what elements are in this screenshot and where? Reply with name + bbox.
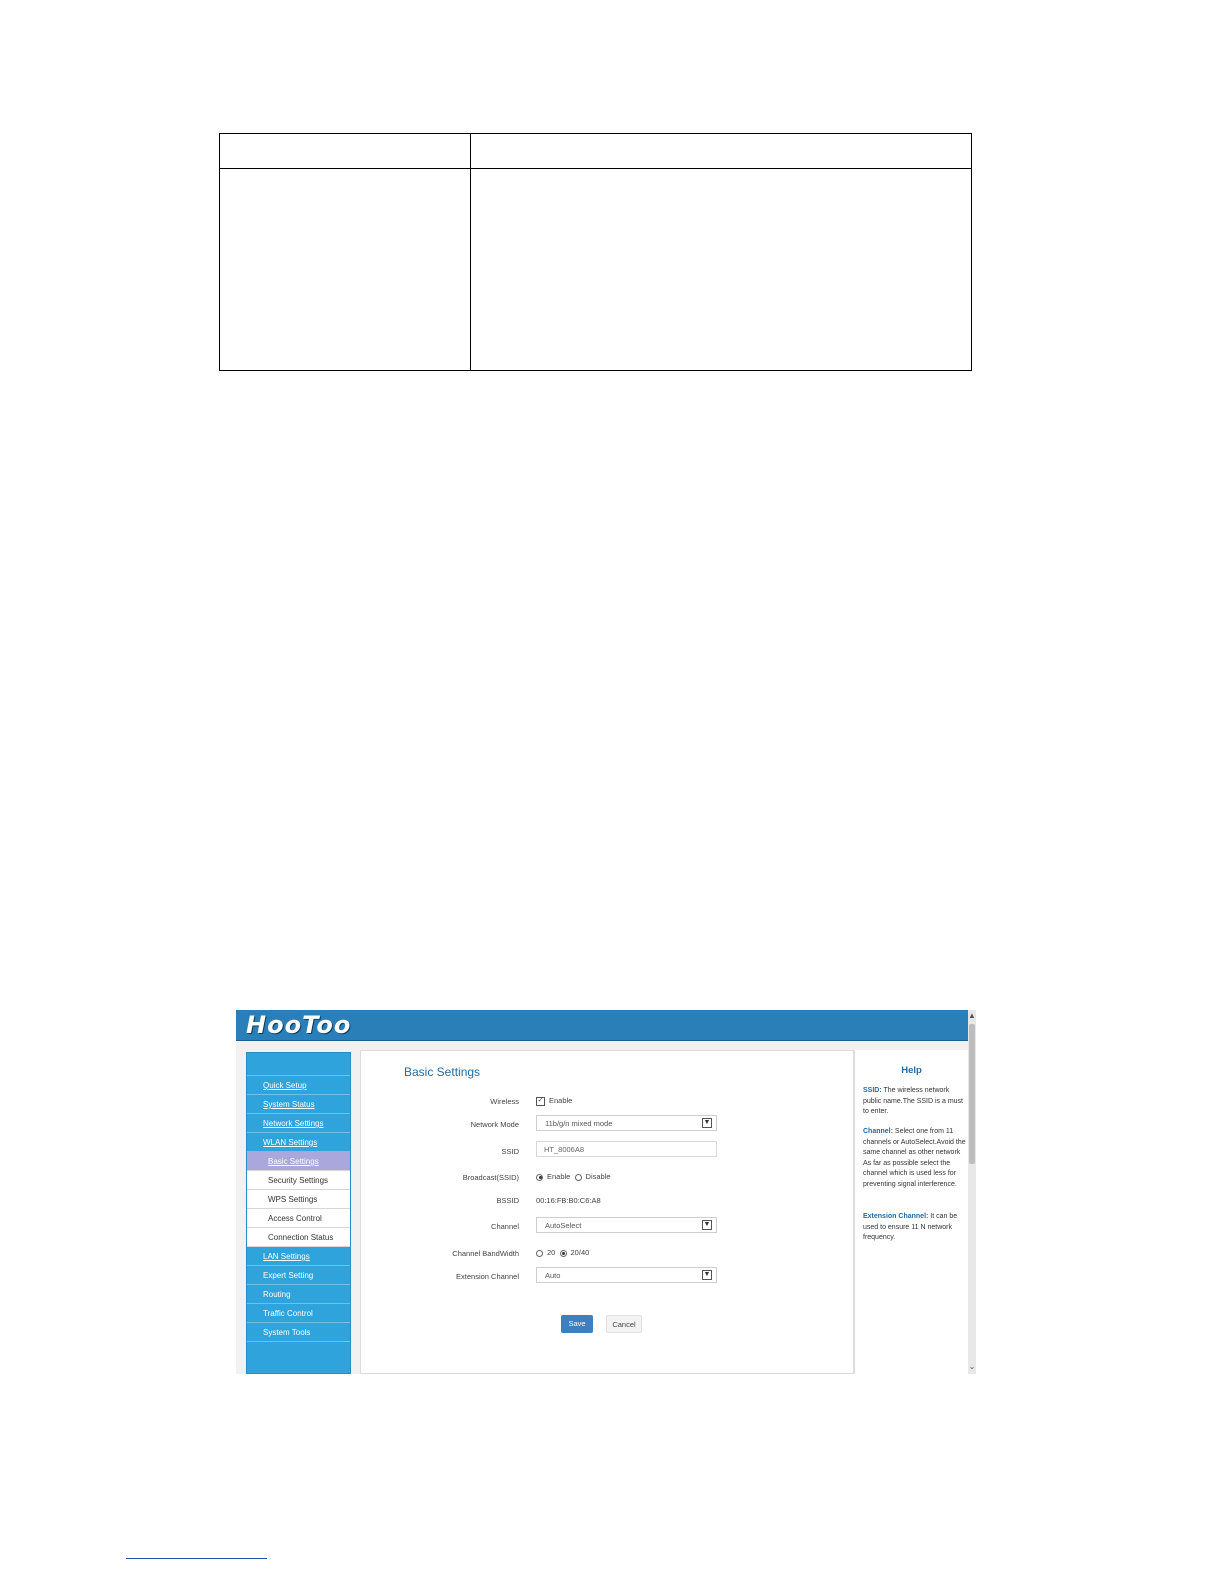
broadcast-options — [536, 1172, 611, 1181]
wireless-label: Wireless — [490, 1097, 519, 1106]
ssid-input[interactable]: HT_8006A8 — [536, 1141, 717, 1157]
help-panel — [854, 1050, 968, 1374]
scroll-thumb[interactable] — [969, 1024, 975, 1164]
channel-label: Channel — [491, 1222, 519, 1231]
scroll-up-icon[interactable]: ▲ — [968, 1011, 976, 1020]
sidebar-subitem-security-settings[interactable]: Security Settings — [247, 1171, 350, 1190]
header-bar — [236, 1010, 968, 1041]
sidebar-item-routing[interactable]: Routing — [247, 1285, 350, 1304]
broadcast-enable-radio[interactable] — [536, 1174, 543, 1181]
cancel-button[interactable]: Cancel — [606, 1315, 642, 1333]
chevron-down-icon[interactable]: ▼ — [703, 1271, 711, 1278]
settings-panel — [360, 1050, 854, 1374]
extension-channel-value: Auto — [545, 1271, 561, 1280]
sidebar-item-system-tools[interactable]: System Tools — [247, 1323, 350, 1342]
ssid-label: SSID — [501, 1147, 519, 1156]
help-ssid — [863, 1086, 967, 1118]
bandwidth-options — [536, 1248, 589, 1257]
network-mode-label: Network Mode — [470, 1120, 519, 1129]
bandwidth-20-radio[interactable] — [536, 1250, 543, 1257]
help-channel-keyword: Channel: — [863, 1128, 893, 1135]
network-mode-value: 11b/g/n mixed mode — [545, 1119, 613, 1128]
sidebar-subitem-connection-status[interactable]: Connection Status — [247, 1228, 350, 1247]
help-extension-keyword: Extension Channel: — [863, 1213, 929, 1220]
network-mode-select[interactable] — [536, 1115, 717, 1131]
chevron-down-icon[interactable]: ▼ — [703, 1119, 711, 1126]
hootoo-logo: HooToo — [246, 1011, 352, 1039]
extension-channel-select[interactable] — [536, 1267, 717, 1283]
sidebar-subitem-access-control[interactable]: Access Control — [247, 1209, 350, 1228]
sidebar-item-network-settings[interactable]: Network Settings — [247, 1114, 350, 1133]
sidebar-item-lan-settings[interactable]: LAN Settings — [247, 1247, 350, 1266]
bandwidth-2040-label: 20/40 — [570, 1248, 590, 1257]
help-extension — [863, 1212, 967, 1244]
channel-value: AutoSelect — [545, 1221, 582, 1230]
footnote-rule — [126, 1558, 267, 1559]
extension-channel-label: Extension Channel — [456, 1272, 519, 1281]
broadcast-disable-radio[interactable] — [575, 1174, 582, 1181]
sidebar-item-expert-setting[interactable]: Expert Setting — [247, 1266, 350, 1285]
bandwidth-20-label: 20 — [547, 1248, 556, 1257]
sidebar-item-quick-setup[interactable]: Quick Setup — [247, 1076, 350, 1095]
help-title: Help — [901, 1065, 922, 1076]
save-button[interactable]: Save — [561, 1315, 593, 1333]
bssid-value: 00:16:FB:B0:C6:A8 — [536, 1196, 601, 1205]
sidebar-item-system-status[interactable]: System Status — [247, 1095, 350, 1114]
help-ssid-text: The wireless network public name.The SSID is a must to enter. — [863, 1087, 963, 1115]
table-column-divider — [470, 134, 471, 370]
sidebar-subitem-wps-settings[interactable]: WPS Settings — [247, 1190, 350, 1209]
broadcast-enable-label: Enable — [547, 1172, 571, 1181]
table-header-divider — [220, 168, 971, 169]
help-extension-text: It can be used to ensure 11 N network frequency. — [863, 1213, 958, 1241]
wireless-enable-label: Enable — [549, 1096, 573, 1105]
page-title: Basic Settings — [404, 1065, 481, 1079]
sidebar-item-traffic-control[interactable]: Traffic Control — [247, 1304, 350, 1323]
broadcast-label: Broadcast(SSID) — [462, 1173, 519, 1182]
chevron-down-icon[interactable]: ▼ — [703, 1221, 711, 1228]
wireless-enable-checkbox[interactable] — [536, 1096, 572, 1106]
sidebar-item-wlan-settings[interactable]: WLAN Settings — [247, 1133, 350, 1152]
channel-select[interactable] — [536, 1217, 717, 1233]
checkbox-check-icon[interactable]: ✓ — [537, 1096, 544, 1104]
help-ssid-keyword: SSID: — [863, 1087, 882, 1094]
sidebar-nav — [246, 1052, 351, 1374]
help-channel — [863, 1127, 967, 1190]
scroll-down-icon[interactable]: ⌄ — [968, 1362, 976, 1371]
broadcast-disable-label: Disable — [585, 1172, 611, 1181]
document-table — [219, 133, 972, 371]
sidebar-subitem-basic-settings[interactable]: Basic Settings — [247, 1152, 350, 1171]
router-admin-screenshot — [236, 1010, 976, 1374]
bandwidth-label: Channel BandWidth — [452, 1249, 519, 1258]
vertical-scrollbar[interactable] — [968, 1010, 976, 1374]
bssid-label: BSSID — [496, 1196, 519, 1205]
help-channel-text: Select one from 11 channels or AutoSelect.Avoid the same channel as other network As far as possible select the channel which is used less for preventing signal interference. — [863, 1128, 966, 1188]
bandwidth-2040-radio[interactable] — [560, 1250, 567, 1257]
sidebar-cap — [247, 1053, 350, 1076]
